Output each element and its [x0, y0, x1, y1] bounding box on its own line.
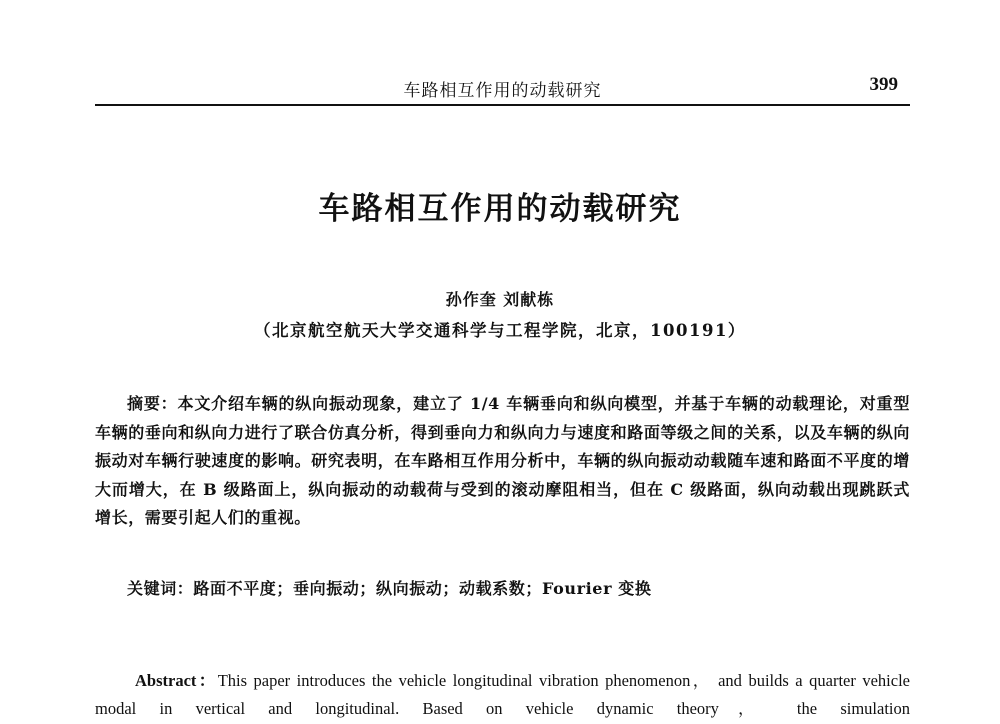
affiliation: （北京航空航天大学交通科学与工程学院，北京，100191） — [254, 321, 746, 340]
keywords-chinese — [95, 576, 910, 599]
authors: 孙作奎 刘献栋 — [445, 290, 555, 309]
abstract-english-text: This paper introduces the vehicle longitudinal vibration phenomenon， and builds a quarter vehicle modal in vertical and longitudinal. Based on vehicle dynamic theory， the simulation — [95, 671, 910, 718]
page-number: 399 — [869, 74, 898, 95]
abstract-chinese-text: 本文介绍车辆的纵向振动现象，建立了 1/4 车辆垂向和纵向模型，并基于车辆的动载理论，对重型车辆的垂向和纵向力进行了联合仿真分析，得到垂向力和纵向力与速度和路面等级之间的关系，以及车辆的纵向振动对车辆行驶速度的影响。研究表明，在车路相互作用分析中，车辆的纵向振动动载随车速和路面不平度的增大而增大，在 B 级路面上，纵向振动的动载荷与受到的滚动摩阻相当，但在 C 级路面，纵向动载出现跳跃式增长，需要引起人们的重视。 — [95, 394, 910, 528]
abstract-chinese — [95, 390, 910, 533]
abstract-chinese-label: 摘要： — [127, 394, 178, 413]
keywords-chinese-label: 关键词： — [127, 579, 194, 598]
abstract-english — [95, 667, 910, 723]
keywords-chinese-text: 路面不平度；垂向振动；纵向振动；动载系数；Fourier 变换 — [193, 579, 652, 598]
paper-title: 车路相互作用的动载研究 — [318, 191, 682, 227]
running-title: 车路相互作用的动载研究 — [403, 81, 602, 101]
running-header — [95, 74, 910, 106]
abstract-english-label: Abstract： — [135, 671, 218, 690]
